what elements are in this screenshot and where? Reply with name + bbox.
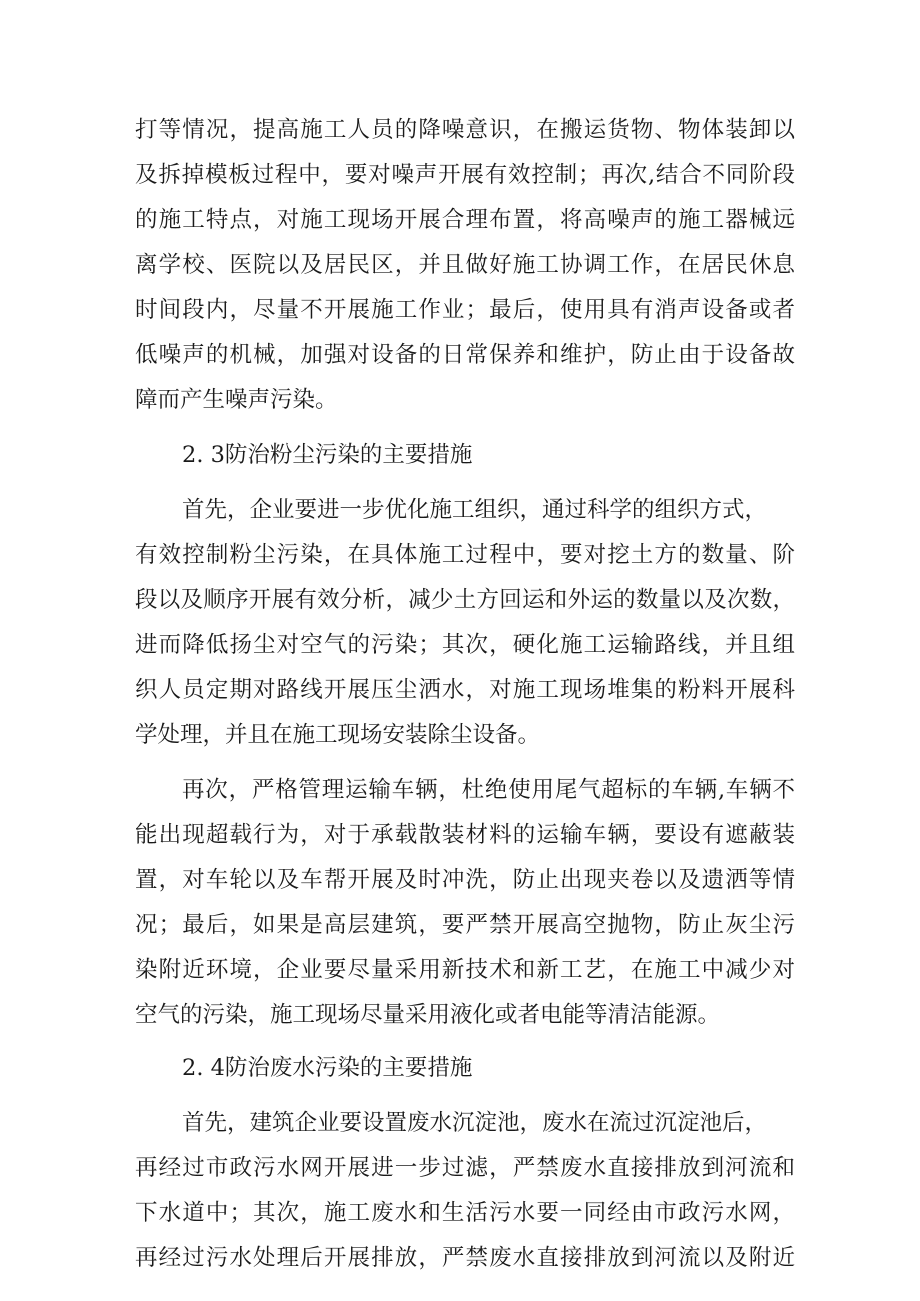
body-text-line: 再经过市政污水网开展进一步过滤，严禁废水直接排放到河流和 — [135, 1155, 795, 1181]
body-text-line: 有效控制粉尘污染，在具体施工过程中，要对挖土方的数量、阶 — [135, 542, 795, 568]
body-text-line: 下水道中；其次，施工废水和生活污水要一同经由市政污水网， — [135, 1200, 795, 1226]
body-text-line: 况；最后，如果是高层建筑，要严禁开展高空抛物，防止灰尘污 — [135, 912, 795, 938]
body-text-line: 再经过污水处理后开展排放，严禁废水直接排放到河流以及附近 — [135, 1245, 795, 1271]
paragraph-first-line: 首先，建筑企业要设置废水沉淀池，废水在流过沉淀池后， — [182, 1110, 768, 1136]
body-text-line: 能出现超载行为，对于承载散装材料的运输车辆，要设有遮蔽装 — [135, 822, 795, 848]
body-text-line: 置，对车轮以及车帮开展及时冲洗，防止出现夹卷以及遗洒等情 — [135, 867, 795, 893]
body-text-line: 织人员定期对路线开展压尘洒水，对施工现场堆集的粉料开展科 — [135, 677, 795, 703]
body-text-line: 低噪声的机械，加强对设备的日常保养和维护，防止由于设备故 — [135, 342, 795, 368]
body-text-line: 打等情况，提高施工人员的降噪意识，在搬运货物、物体装卸以 — [135, 117, 795, 143]
body-text-line: 离学校、医院以及居民区，并且做好施工协调工作，在居民休息 — [135, 252, 795, 278]
body-text-line: 时间段内，尽量不开展施工作业；最后，使用具有消声设备或者 — [135, 297, 795, 323]
body-text-line: 段以及顺序开展有效分析，减少土方回运和外运的数量以及次数， — [135, 587, 795, 613]
paragraph-first-line: 首先，企业要进一步优化施工组织，通过科学的组织方式， — [182, 497, 768, 523]
body-text-line: 空气的污染，施工现场尽量采用液化或者电能等清洁能源。 — [135, 1002, 721, 1028]
section-heading-2-4: 2. 4防治废水污染的主要措施 — [182, 1055, 473, 1081]
body-text-line: 进而降低扬尘对空气的污染；其次，硬化施工运输路线，并且组 — [135, 632, 795, 658]
body-text-line: 及拆掉模板过程中，要对噪声开展有效控制；再次,结合不同阶段 — [135, 162, 795, 188]
section-heading-2-3: 2. 3防治粉尘污染的主要措施 — [182, 442, 473, 468]
body-text-line: 学处理，并且在施工现场安装除尘设备。 — [135, 722, 541, 748]
body-text-line: 的施工特点，对施工现场开展合理布置，将高噪声的施工器械远 — [135, 207, 795, 233]
paragraph-first-line: 再次，严格管理运输车辆，杜绝使用尾气超标的车辆,车辆不 — [182, 777, 795, 803]
body-text-line: 障而产生噪声污染。 — [135, 387, 338, 413]
body-text-line: 染附近环境，企业要尽量采用新技术和新工艺，在施工中减少对 — [135, 957, 795, 983]
